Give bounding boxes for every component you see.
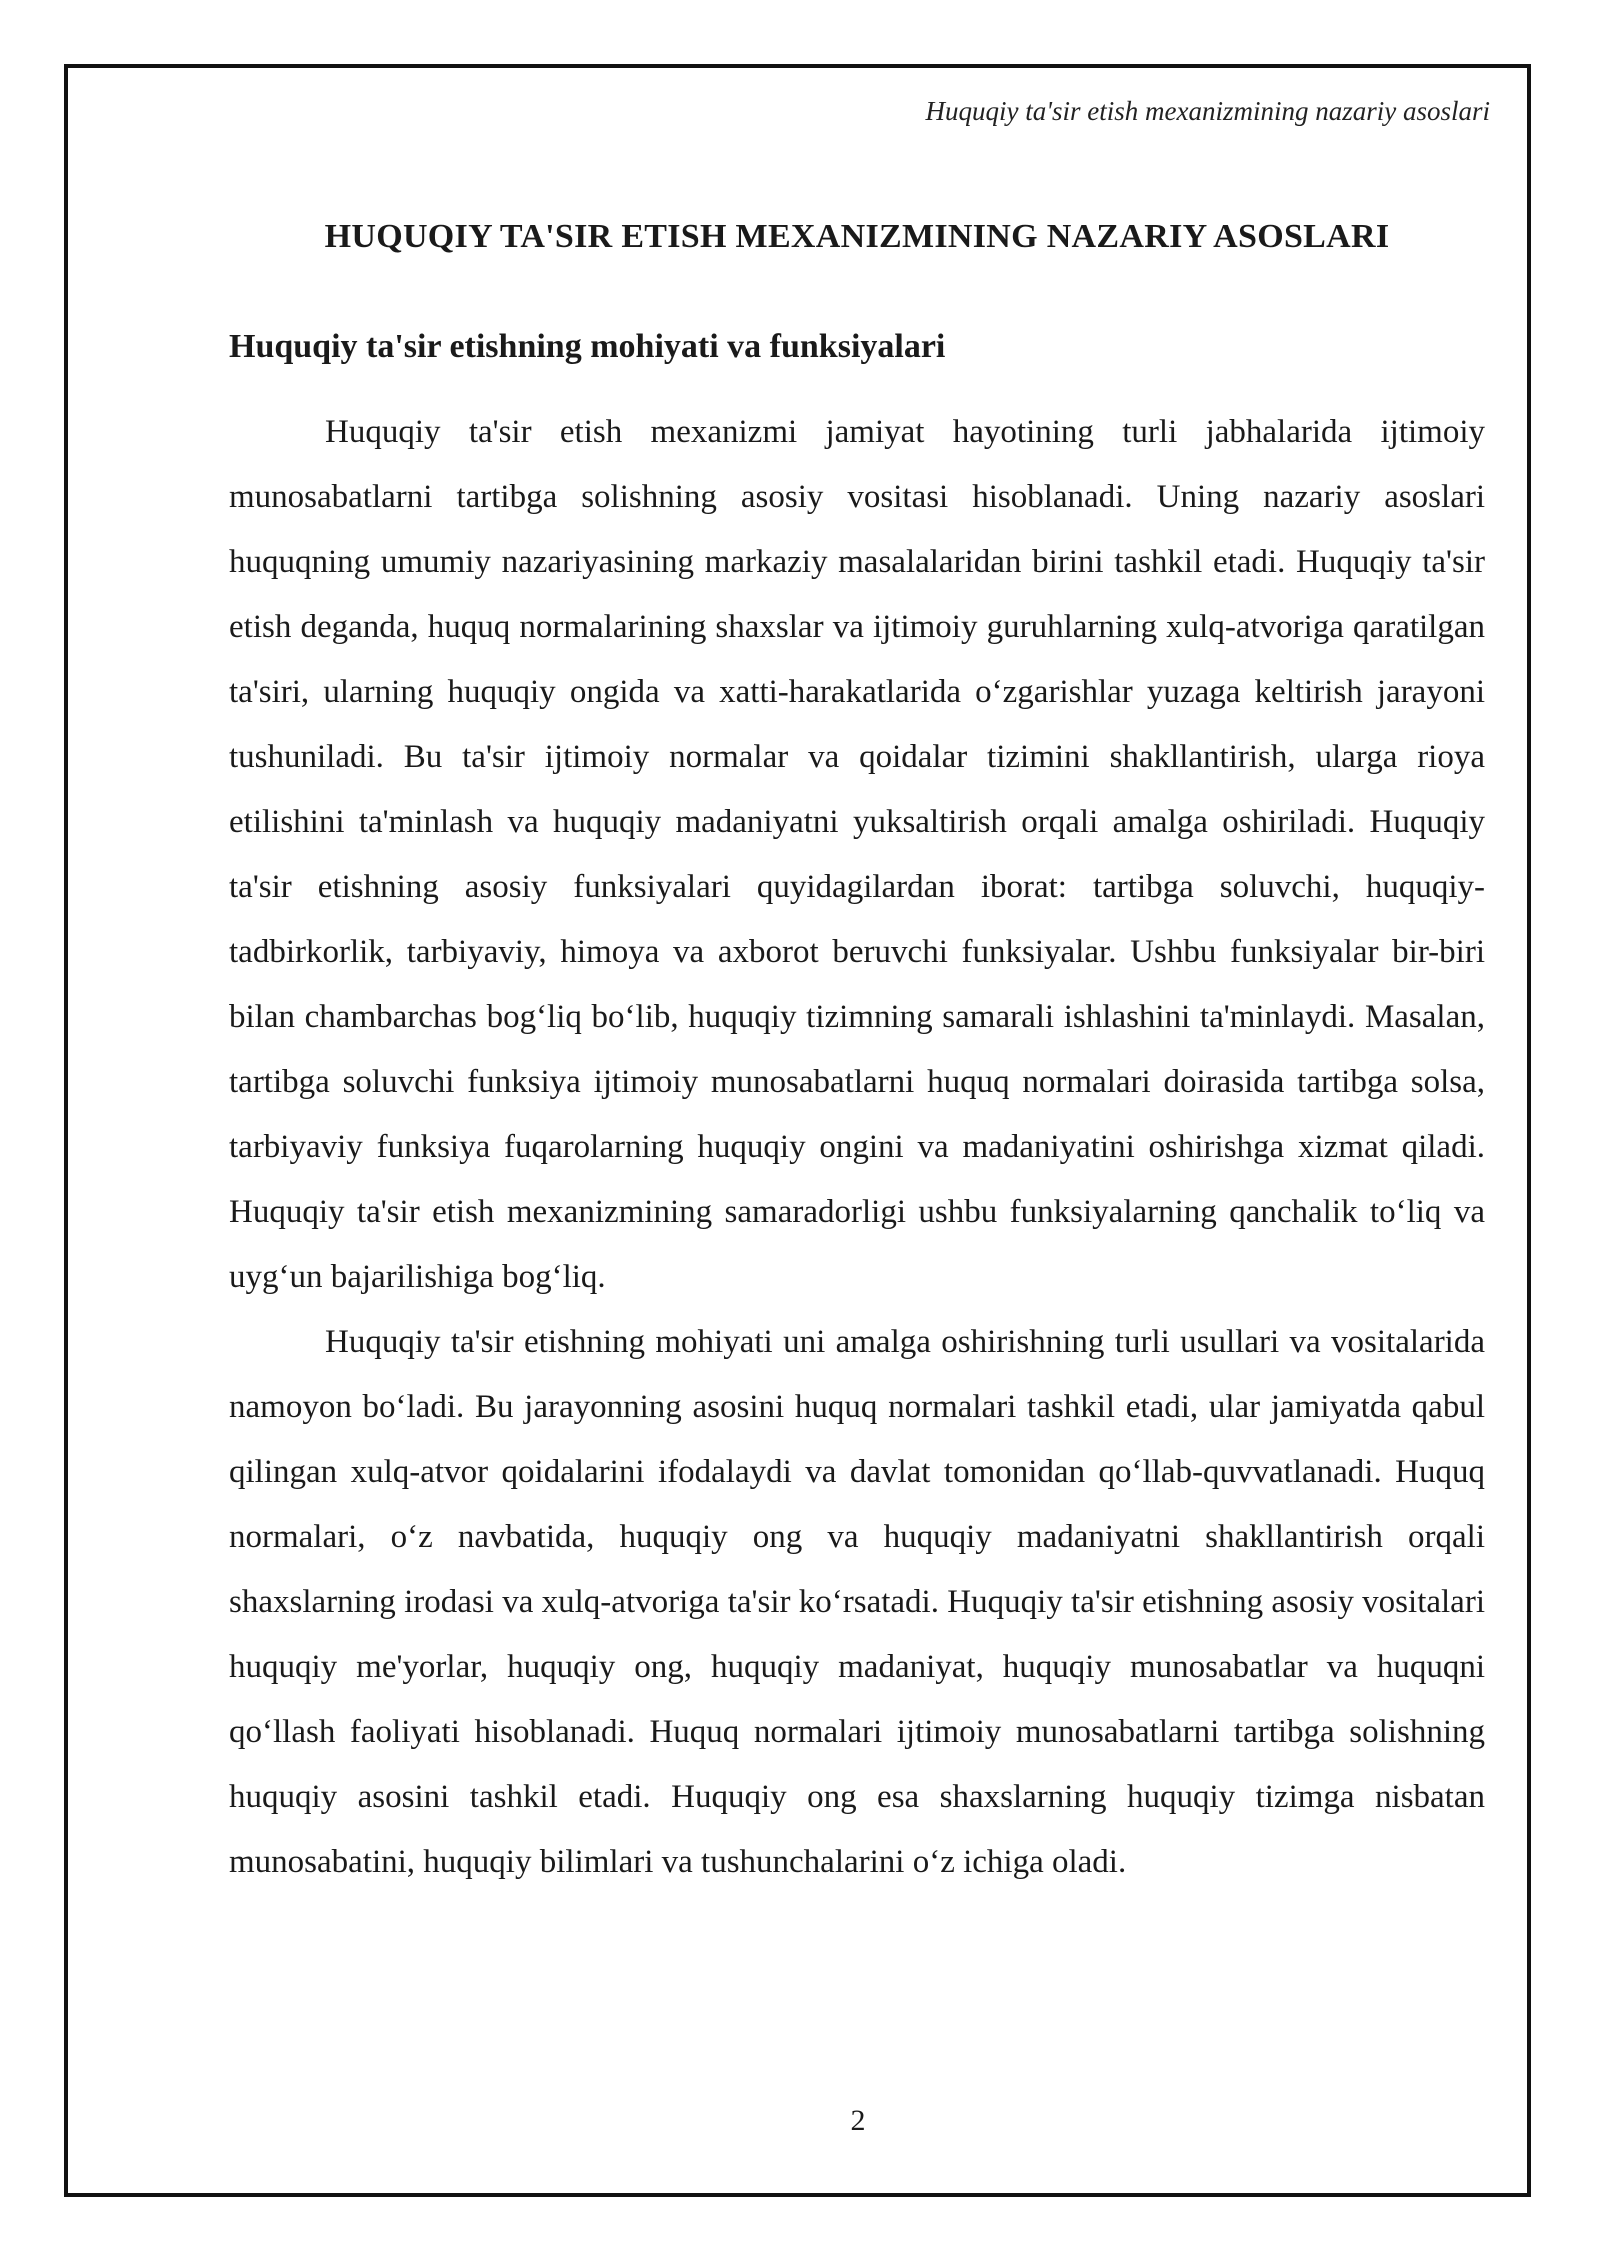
page-number: 2: [850, 2104, 866, 2137]
document-title: HUQUQIY TA'SIR ETISH MEXANIZMINING NAZARIY ASOSLARI: [324, 218, 1390, 255]
paragraph: Huquqiy ta'sir etishning mohiyati uni amalga oshirishning turli usullari va vositalarida namoyon boʻladi. Bu jarayonning asosini huquq normalari tashkil etadi, ular jamiyatda qabul qilingan xulq-atvor qoidalarini ifodalaydi va davlat tomonidan qoʻllab-quvvatlanadi. Huquq normalari, oʻz navbatida, huquqiy ong va huquqiy madaniyatni shakllantirish orqali shaxslarning irodasi va xulq-atvoriga ta'sir koʻrsatadi. Huquqiy ta'sir etishning asosiy vositalari huquqiy me'yorlar, huquqiy ong, huquqiy madaniyat, huquqiy munosabatlar va huquqni qoʻllash faoliyati hisoblanadi. Huquq normalari ijtimoiy munosabatlarni tartibga solishning huquqiy asosini tashkil etadi. Huquqiy ong esa shaxslarning huquqiy tizimga nisbatan munosabatini, huquqiy bilimlari va tushunchalarini oʻz ichiga oladi.: [229, 1324, 1485, 1880]
body-text: [229, 400, 1485, 1895]
running-header: Huquqiy ta'sir etish mexanizmining nazariy asoslari: [925, 96, 1490, 126]
paragraph: Huquqiy ta'sir etish mexanizmi jamiyat hayotining turli jabhalarida ijtimoiy munosabatlarni tartibga solishning asosiy vositasi hisoblanadi. Uning nazariy asoslari huquqning umumiy nazariyasining markaziy masalalaridan birini tashkil etadi. Huquqiy ta'sir etish deganda, huquq normalarining shaxslar va ijtimoiy guruhlarning xulq-atvoriga qaratilgan ta'siri, ularning huquqiy ongida va xatti-harakatlarida oʻzgarishlar yuzaga keltirish jarayoni tushuniladi. Bu ta'sir ijtimoiy normalar va qoidalar tizimini shakllantirish, ularga rioya etilishini ta'minlash va huquqiy madaniyatni yuksaltirish orqali amalga oshiriladi. Huquqiy ta'sir etishning asosiy funksiyalari quyidagilardan iborat: tartibga soluvchi, huquqiy-tadbirkorlik, tarbiyaviy, himoya va axborot beruvchi funksiyalar. Ushbu funksiyalar bir-biri bilan chambarchas bogʻliq boʻlib, huquqiy tizimning samarali ishlashini ta'minlaydi. Masalan, tartibga soluvchi funksiya ijtimoiy munosabatlarni huquq normalari doirasida tartibga solsa, tarbiyaviy funksiya fuqarolarning huquqiy ongini va madaniyatini oshirishga xizmat qiladi. Huquqiy ta'sir etish mexanizmining samaradorligi ushbu funksiyalarning qanchalik toʻliq va uygʻun bajarilishiga bogʻliq.: [229, 414, 1485, 1295]
section-heading: Huquqiy ta'sir etishning mohiyati va funksiyalari: [229, 328, 946, 365]
